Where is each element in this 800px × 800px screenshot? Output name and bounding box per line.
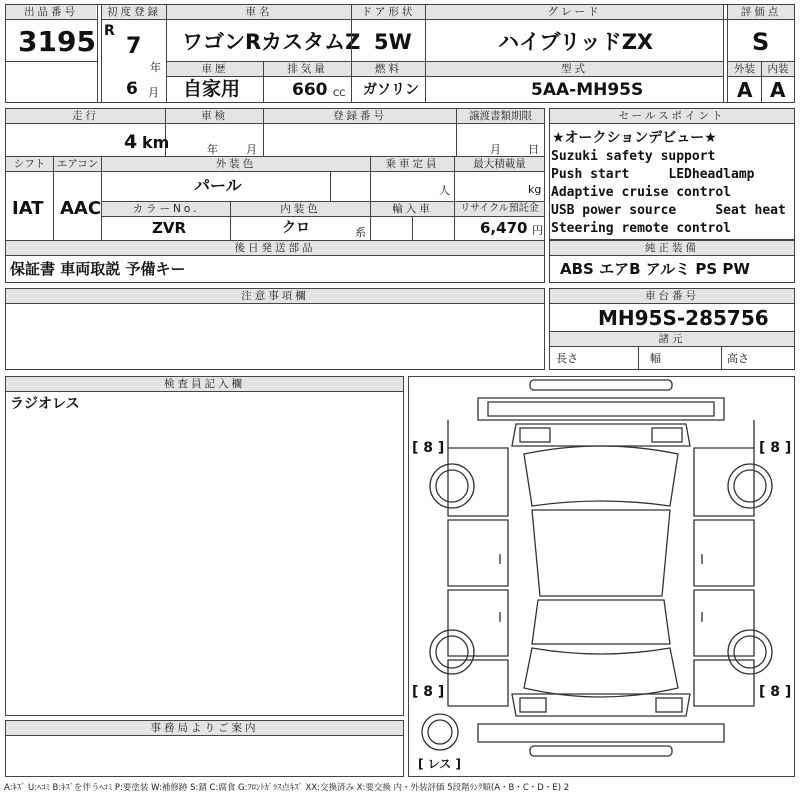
car-name-label: 車名	[167, 5, 351, 19]
score-label: 評価点	[728, 5, 794, 19]
chassis-number: MH95S-285756	[598, 306, 769, 330]
width-label: 幅	[650, 352, 661, 365]
registration-number-label: 登録番号	[264, 109, 456, 123]
tire-front-left: [ 8 ]	[412, 440, 445, 456]
displacement-label: 排気量	[264, 62, 351, 76]
damage-legend: A:ｷｽﾞ U:ﾍｺﾐ B:ｷｽﾞを伴うﾍｺﾐ P:要塗装 W:補修跡 S:錆 C:腐食 G:ﾌﾛﾝﾄｶﾞﾗｽ点ｷｽﾞ XX:交換済み X:要交換 内・外装評価 5段階ﾗﾝｸ順(A・B・C・D・E) 2	[4, 783, 570, 793]
exterior-color: パール	[194, 176, 242, 195]
interior-color: クロ	[282, 220, 310, 236]
shift-label: シフト	[6, 157, 53, 171]
inspector-comment: ラジオレス	[10, 396, 80, 412]
registration-month: 6	[126, 79, 138, 99]
interior-color-label: 内装色	[231, 202, 370, 216]
inspection-label: 車検	[166, 109, 263, 123]
mileage-label: 走行	[6, 109, 165, 123]
sales-point-line: USB power source Seat heat	[551, 203, 786, 218]
recycle-fee-label: リサイクル預託金	[455, 202, 544, 216]
spare-tire-note: [ レス ]	[418, 757, 461, 771]
door-type-label: ドア形状	[352, 5, 425, 19]
overall-score: S	[752, 28, 770, 56]
color-number: ZVR	[152, 219, 187, 237]
vehicle-details-panel	[5, 108, 545, 283]
car-name: ワゴンRカスタムZ	[182, 30, 361, 54]
inspector-panel	[5, 376, 404, 716]
door-type: 5W	[374, 30, 412, 54]
standard-equipment: ABS エアB アルミ PS PW	[560, 260, 750, 278]
chassis-number-label: 車台番号	[550, 289, 794, 303]
tire-rear-right: [ 8 ]	[759, 684, 792, 700]
aircon-type: AAC	[60, 198, 102, 219]
shift-type: IAT	[12, 198, 44, 219]
sales-points-label: セールスポイント	[550, 109, 794, 123]
interior-grade-label: 内装	[762, 62, 794, 76]
displacement: 660	[292, 80, 328, 100]
transfer-deadline-label: 譲渡書類期限	[457, 109, 544, 123]
import-label: 輸入車	[371, 202, 454, 216]
fuel-type: ガソリン	[363, 82, 419, 98]
registration-year: 7	[126, 34, 142, 59]
car-body-diagram	[408, 376, 795, 777]
equipment-label: 純正装備	[550, 241, 794, 255]
capacity-label: 乗車定員	[371, 157, 454, 171]
vehicle-history: 自家用	[183, 78, 241, 100]
accessories-label: 後日発送部品	[6, 241, 544, 255]
sales-point-line: Steering remote control	[551, 221, 732, 236]
max-load-label: 最大積載量	[455, 157, 544, 171]
recycle-fee: 6,470	[480, 219, 528, 237]
exterior-grade-label: 外装	[728, 62, 761, 76]
specs-label: 諸元	[550, 332, 794, 346]
sales-point-line: Push start LEDheadlamp	[551, 167, 755, 182]
color-number-label: カラーNo.	[102, 202, 230, 216]
office-label: 事務局よりご案内	[6, 721, 403, 735]
era-label: R	[104, 23, 115, 39]
interior-grade: A	[770, 78, 786, 102]
height-label: 高さ	[727, 352, 749, 365]
exterior-color-label: 外装色	[102, 157, 370, 171]
model-code-label: 型式	[426, 62, 723, 76]
lot-number-label: 出品番号	[6, 5, 96, 19]
exterior-grade: A	[737, 78, 753, 102]
history-label: 車歴	[167, 62, 263, 76]
tire-rear-left: [ 8 ]	[412, 684, 445, 700]
lot-number: 3195	[18, 25, 96, 58]
sales-point-line: ★オークションデビュー★	[552, 130, 717, 146]
sales-point-line: Suzuki safety support	[551, 149, 716, 164]
grade-label: グレード	[426, 5, 723, 19]
notes-label: 注意事項欄	[6, 289, 544, 303]
fuel-label: 燃料	[352, 62, 425, 76]
tire-front-right: [ 8 ]	[759, 440, 792, 456]
mileage: 4	[124, 131, 138, 153]
length-label: 長さ	[556, 352, 578, 365]
model-code: 5AA-MH95S	[531, 80, 644, 100]
aircon-label: エアコン	[54, 157, 101, 171]
inspector-label: 検査員記入欄	[6, 377, 403, 391]
first-registration-label: 初度登録	[102, 5, 166, 19]
grade: ハイブリッドZX	[498, 30, 654, 54]
accessories: 保証書 車両取説 予備キー	[10, 260, 186, 278]
sales-point-line: Adaptive cruise control	[551, 185, 732, 200]
